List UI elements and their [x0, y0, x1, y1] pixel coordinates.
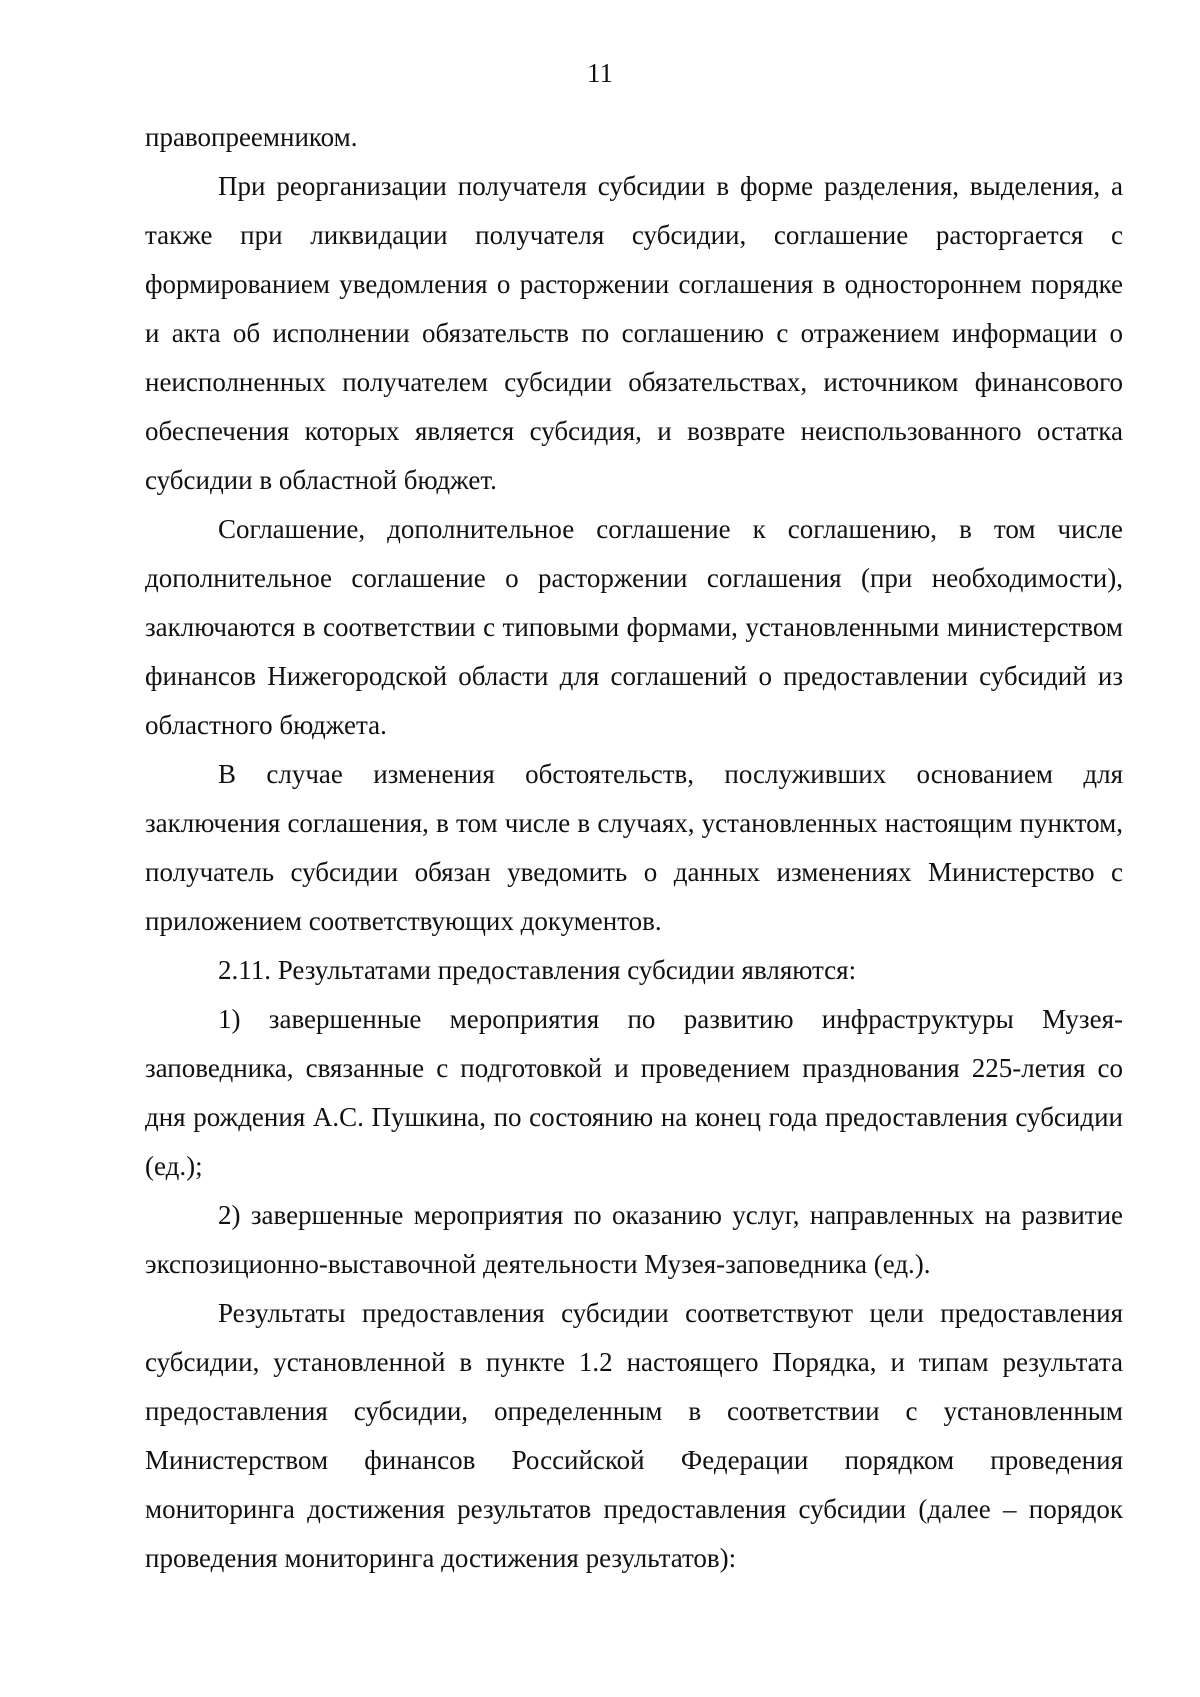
list-item: 2) завершенные мероприятия по оказанию услуг, направленных на развитие экспозиционно-выставочной деятельности Музея-заповедника (ед.). — [145, 1200, 1123, 1279]
paragraph: В случае изменения обстоятельств, послуживших основанием для заключения соглашения, в том числе в случаях, установленных настоящим пунктом, получатель субсидии обязан уведомить о данных изменениях Министерство с приложением соответствующих документов. — [145, 759, 1123, 936]
document-body — [145, 113, 1123, 1583]
page-number: 11 — [587, 58, 613, 88]
paragraph: Соглашение, дополнительное соглашение к соглашению, в том числе дополнительное соглашение о расторжении соглашения (при необходимости), заключаются в соответствии с типовыми формами, установленными министерством финансов Нижегородской области для соглашений о предоставлении субсидий из областного бюджета. — [145, 514, 1123, 740]
paragraph: При реорганизации получателя субсидии в форме разделения, выделения, а также при ликвидации получателя субсидии, соглашение расторгается с формированием уведомления о расторжении соглашения в одностороннем порядке и акта об исполнении обязательств по соглашению с отражением информации о неисполненных получателем субсидии обязательствах, источником финансового обеспечения которых является субсидия, и возврате неиспользованного остатка субсидии в областной бюджет. — [145, 171, 1123, 495]
list-item: 1) завершенные мероприятия по развитию инфраструктуры Музея-заповедника, связанные с подготовкой и проведением празднования 225-летия со дня рождения А.С. Пушкина, по состоянию на конец года предоставления субсидии (ед.); — [145, 1004, 1123, 1181]
paragraph: 2.11. Результатами предоставления субсидии являются: — [218, 955, 857, 985]
paragraph: Результаты предоставления субсидии соответствуют цели предоставления субсидии, установленной в пункте 1.2 настоящего Порядка, и типам результата предоставления субсидии, определенным в соответствии с установленным Министерством финансов Российской Федерации порядком проведения мониторинга достижения результатов предоставления субсидии (далее – порядок проведения мониторинга достижения результатов): — [145, 1298, 1123, 1573]
paragraph: правопреемником. — [145, 122, 358, 152]
